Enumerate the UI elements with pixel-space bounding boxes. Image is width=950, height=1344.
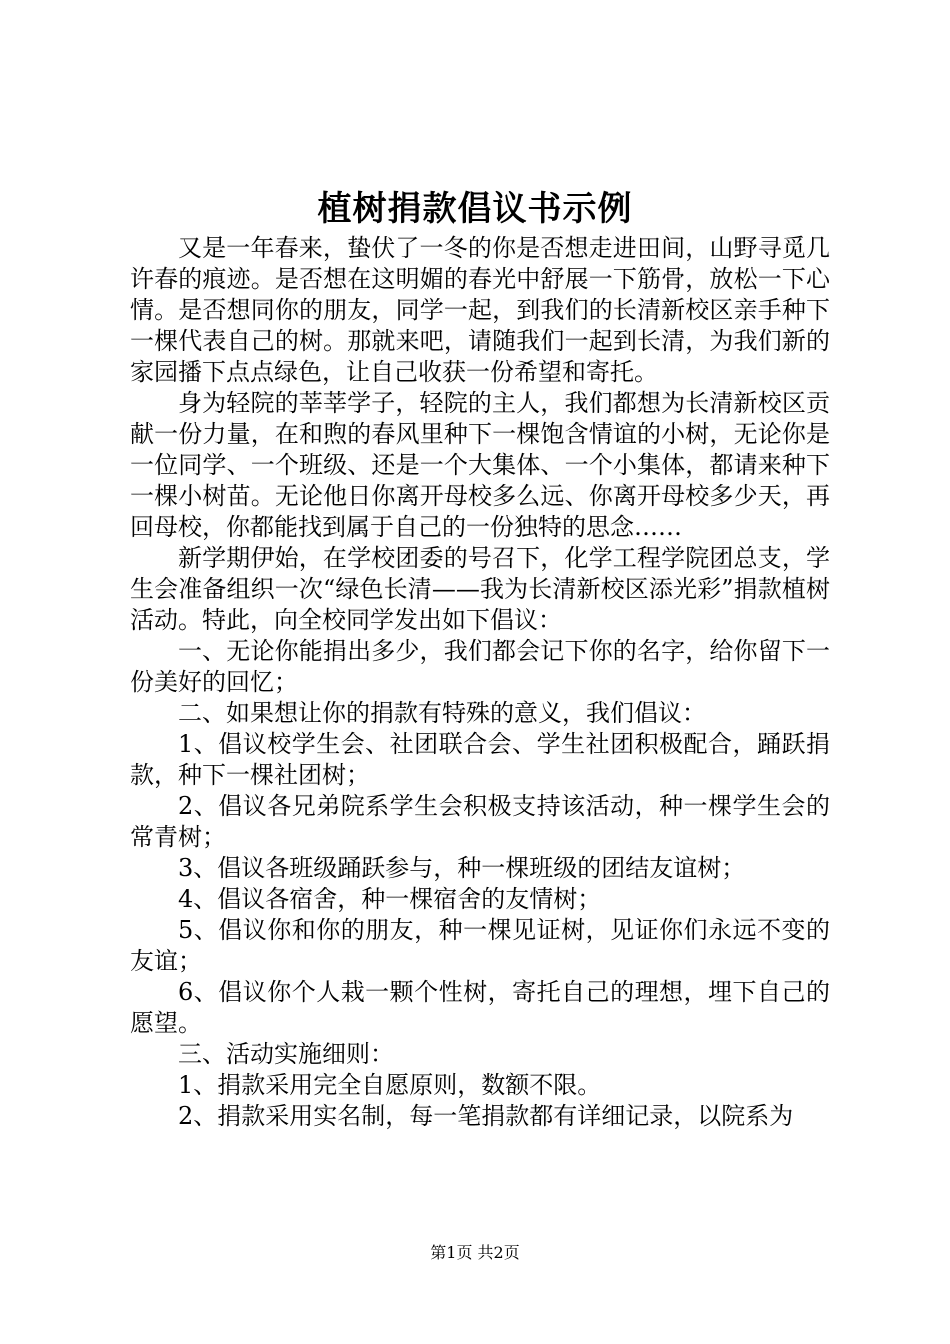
paragraph: 1、倡议校学生会、社团联合会、学生社团积极配合，踊跃捐款，种下一棵社团树； (130, 730, 830, 789)
paragraph: 2、倡议各兄弟院系学生会积极支持该活动，种一棵学生会的常青树； (130, 792, 830, 851)
paragraph: 6、倡议你个人栽一颗个性树，寄托自己的理想，埋下自己的愿望。 (130, 978, 830, 1037)
paragraph: 2、捐款采用实名制，每一笔捐款都有详细记录，以院系为 (178, 1102, 794, 1130)
document-body (130, 233, 830, 1132)
paragraph: 3、倡议各班级踊跃参与，种一棵班级的团结友谊树； (178, 854, 746, 882)
paragraph: 新学期伊始，在学校团委的号召下，化学工程学院团总支，学生会准备组织一次“绿色长清——我为长清新校区添光彩”捐款植树活动。特此，向全校同学发出如下倡议： (130, 544, 830, 634)
paragraph: 三、活动实施细则： (178, 1040, 394, 1068)
page-number-footer: 第1页 共2页 (430, 1243, 520, 1262)
document-title: 植树捐款倡议书示例 (317, 189, 633, 229)
paragraph: 一、无论你能捐出多少，我们都会记下你的名字，给你留下一份美好的回忆； (130, 637, 830, 696)
paragraph: 身为轻院的莘莘学子，轻院的主人，我们都想为长清新校区贡献一份力量，在和煦的春风里种下一棵饱含情谊的小树，无论你是一位同学、一个班级、还是一个大集体、一个小集体，都请来种下一棵小树苗。无论他日你离开母校多么远、你离开母校多少天，再回母校，你都能找到属于自己的一份独特的思念…… (130, 389, 830, 541)
paragraph: 二、如果想让你的捐款有特殊的意义，我们倡议： (178, 699, 706, 727)
paragraph: 5、倡议你和你的朋友，种一棵见证树，见证你们永远不变的友谊； (130, 916, 830, 975)
paragraph: 又是一年春来，蛰伏了一冬的你是否想走进田间，山野寻觅几许春的痕迹。是否想在这明媚的春光中舒展一下筋骨，放松一下心情。是否想同你的朋友，同学一起，到我们的长清新校区亲手种下一棵代表自己的树。那就来吧，请随我们一起到长清，为我们新的家园播下点点绿色，让自己收获一份希望和寄托。 (130, 234, 830, 386)
paragraph: 4、倡议各宿舍，种一棵宿舍的友情树； (178, 885, 602, 913)
paragraph: 1、捐款采用完全自愿原则，数额不限。 (178, 1071, 602, 1099)
